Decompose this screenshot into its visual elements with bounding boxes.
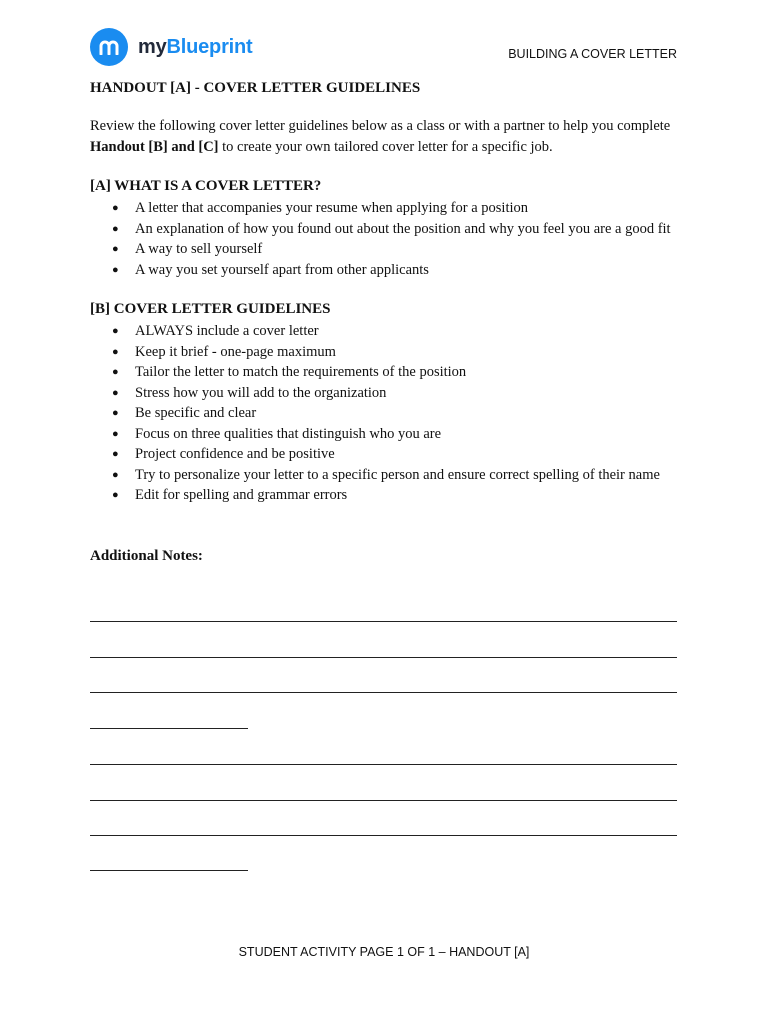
list-item-text: A letter that accompanies your resume when applying for a position: [135, 200, 529, 216]
list-item: [90, 198, 710, 219]
intro-text-1: Review the following cover letter guidelines below as a class or with a partner to help you complete: [90, 118, 671, 134]
bullet-icon: ●: [112, 427, 119, 440]
page-title: HANDOUT [A] - COVER LETTER GUIDELINES: [90, 80, 421, 96]
list-item-text: Try to personalize your letter to a specific person and ensure correct spelling of their name: [135, 466, 660, 483]
notes-line[interactable]: [90, 692, 677, 693]
section-b-list: [90, 321, 710, 506]
bullet-icon: ●: [112, 222, 119, 235]
intro-bold: Handout [B] and [C]: [90, 138, 219, 155]
notes-line[interactable]: [90, 621, 677, 622]
list-item-text: An explanation of how you found out about the position and why you feel you are a good fit: [135, 220, 671, 237]
logo-wordmark: [138, 36, 253, 59]
list-item-text: Project confidence and be positive: [135, 446, 335, 462]
additional-notes-label: Additional Notes:: [90, 548, 203, 564]
notes-line[interactable]: [90, 800, 677, 801]
list-item: [90, 465, 710, 486]
notes-line[interactable]: [90, 764, 677, 765]
list-item: [90, 260, 710, 281]
list-item-text: Keep it brief - one-page maximum: [135, 343, 336, 360]
notes-line[interactable]: [90, 657, 677, 658]
list-item-text: Edit for spelling and grammar errors: [135, 487, 348, 503]
list-item-text: A way to sell yourself: [135, 241, 263, 257]
bullet-icon: ●: [112, 243, 119, 255]
doc-label: BUILDING A COVER LETTER: [508, 47, 677, 61]
list-item: [90, 403, 710, 424]
logo-prefix: my: [138, 35, 167, 58]
notes-line[interactable]: [90, 835, 677, 836]
list-item: [90, 219, 710, 240]
list-item-text: Be specific and clear: [135, 405, 257, 421]
section-a-heading: [A] WHAT IS A COVER LETTER?: [90, 178, 322, 194]
logo-brand: Blueprint: [166, 35, 253, 58]
list-item: [90, 383, 710, 404]
list-item-text: Tailor the letter to match the requirements of the position: [135, 364, 467, 380]
list-item-text: ALWAYS include a cover letter: [135, 323, 319, 339]
bullet-icon: ●: [112, 345, 119, 358]
myblueprint-logo: [90, 27, 253, 67]
list-item: [90, 321, 710, 342]
list-item-text: Focus on three qualities that distinguish who you are: [135, 425, 442, 442]
list-item: [90, 485, 710, 506]
list-item: [90, 239, 710, 260]
bullet-icon: ●: [112, 386, 119, 399]
intro-paragraph: [90, 116, 690, 157]
list-item-text: Stress how you will add to the organization: [135, 384, 387, 401]
bullet-icon: ●: [112, 407, 119, 419]
notes-line[interactable]: [90, 728, 248, 729]
list-item: [90, 424, 710, 445]
section-b-heading: [B] COVER LETTER GUIDELINES: [90, 301, 331, 317]
bullet-icon: ●: [112, 489, 119, 501]
bullet-icon: ●: [112, 202, 119, 214]
page-footer: STUDENT ACTIVITY PAGE 1 OF 1 – HANDOUT [A]: [238, 945, 530, 959]
section-a-list: [90, 198, 710, 280]
list-item: [90, 362, 710, 383]
bullet-icon: ●: [112, 366, 119, 378]
bullet-icon: ●: [112, 325, 119, 337]
bullet-icon: ●: [112, 448, 119, 460]
list-item-text: A way you set yourself apart from other applicants: [135, 261, 429, 278]
bullet-icon: ●: [112, 468, 119, 481]
list-item: [90, 342, 710, 363]
notes-line[interactable]: [90, 870, 248, 871]
list-item: [90, 444, 710, 465]
bullet-icon: ●: [112, 263, 119, 276]
intro-text-2: to create your own tailored cover letter for a specific job.: [218, 138, 553, 155]
myblueprint-logo-icon: [90, 28, 128, 66]
